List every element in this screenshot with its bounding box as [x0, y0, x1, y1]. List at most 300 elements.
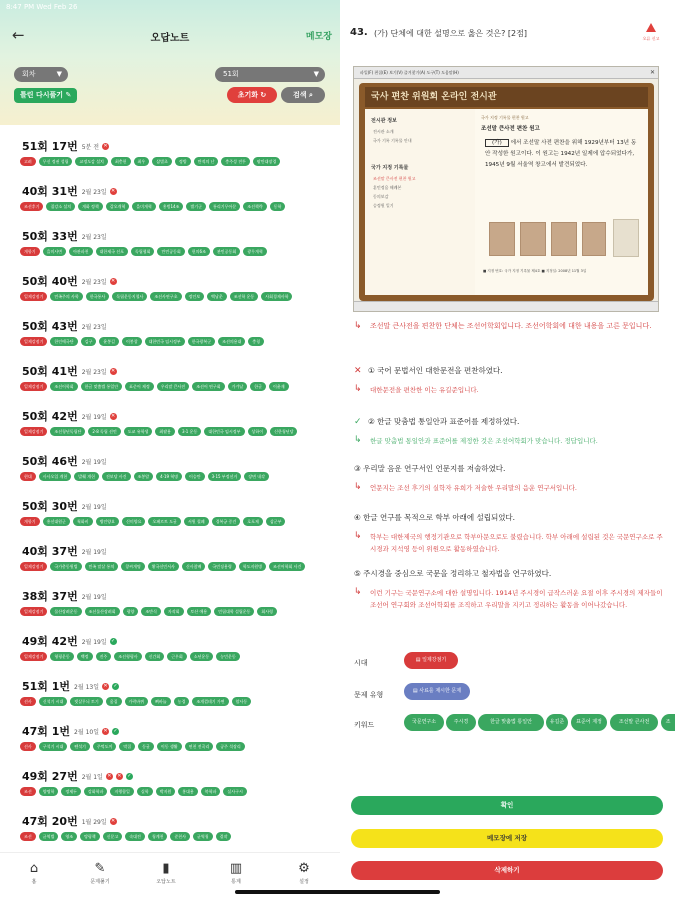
keyword-tag: 탕평책 — [80, 832, 100, 841]
keyword-tag: 김구 — [81, 337, 97, 346]
save-memo-button[interactable]: 메모장에 저장 — [351, 829, 663, 848]
exhibit-subtitle: 조선말 큰사전 편찬 원고 — [481, 126, 540, 132]
keyword-tag: 한국통사 — [86, 292, 109, 301]
keyword-chip[interactable]: 표준어 제정 — [571, 714, 607, 731]
keyword-tag: 가락바퀴 — [125, 697, 148, 706]
keyword-tag: 신미양요 — [122, 517, 145, 526]
correct-check-icon: ✓ — [354, 417, 362, 427]
keyword-tag: 조선청년독립단 — [50, 427, 85, 436]
question-head — [22, 273, 117, 289]
keyword-tag: 박지원 — [156, 787, 176, 796]
search-icon: ⌕ — [309, 91, 313, 99]
return-arrow-icon: ↳ — [354, 321, 362, 331]
keyword-tag: 물산장려운동 — [50, 607, 81, 616]
manuscript-photo — [489, 222, 515, 256]
question-head — [22, 318, 107, 334]
keyword-tag: 북학파 — [201, 787, 221, 796]
keyword-tag: 흥선대원군 — [43, 517, 70, 526]
question-text: (가) 단체에 대한 설명으로 옳은 것은? [2점] — [374, 29, 527, 38]
return-arrow-icon: ↳ — [354, 531, 362, 541]
question-number: 50회 41번 — [22, 365, 78, 378]
question-date: 2월 23일 — [81, 323, 107, 331]
keyword-tag: 균역청 — [193, 832, 213, 841]
keyword-tag: 뼈바늘 — [151, 697, 171, 706]
keyword-tag: 신간회 — [145, 652, 165, 661]
era-tag: 일제강점기 — [20, 292, 47, 301]
keyword-tag: 평양 — [123, 607, 139, 616]
section-row: 조선말 큰사전 편찬 원고 — [373, 176, 416, 181]
keyword-tag: 삼별초 — [152, 157, 172, 166]
wrong-mark-icon: ✕ — [103, 727, 108, 734]
question-list-item[interactable] — [0, 537, 340, 582]
manuscript-photo — [582, 222, 606, 256]
keyword-chip[interactable]: 조 — [661, 714, 675, 731]
option-explanation-text: 대한문전을 편찬한 이는 유길준입니다. — [370, 386, 479, 394]
question-date: 2월 23일 — [81, 233, 107, 241]
keyword-tag: 이승만 — [185, 472, 205, 481]
keyword-tag: 이봉창 — [122, 337, 142, 346]
notebook-icon: ▮ — [162, 861, 170, 876]
question-figure — [353, 66, 659, 312]
era-tag: 현대 — [20, 472, 36, 481]
keyword-tag: 조개껍데기 가면 — [192, 697, 228, 706]
era-tag: 고려 — [20, 157, 36, 166]
exhibit-header: 국가 지정 기록물 편찬 원고 — [481, 115, 529, 120]
keyword-tag: 최충헌 — [111, 157, 131, 166]
question-list-item[interactable] — [0, 312, 340, 357]
reset-label: 초기화 — [237, 91, 258, 99]
question-date: 2월 19일 — [81, 548, 107, 556]
keyword-tag: 한국광복군 — [188, 337, 215, 346]
main-explanation-text: 조선말 큰사전을 편찬한 단체는 조선어학회입니다. 조선어학회에 대한 내용을 고른 문입니다. — [370, 322, 652, 330]
keyword-tag: 조선사연구초 — [150, 292, 181, 301]
keyword-tag: 공주 석장리 — [216, 742, 245, 751]
question-number: 47회 1번 — [22, 725, 71, 738]
question-list-item[interactable] — [0, 267, 340, 312]
question-list-item[interactable] — [0, 177, 340, 222]
wrong-mark-icon: ✕ — [117, 772, 122, 779]
browser-menu: 파일(F) 편집(E) 보기(V) 즐겨찾기(A) 도구(T) 도움말(H) — [354, 67, 658, 79]
chevron-down-icon: ▼ — [313, 70, 319, 78]
back-arrow-icon[interactable]: ← — [12, 26, 25, 44]
manuscript-photo — [520, 222, 546, 256]
keyword-tag: 병인양요 — [96, 517, 119, 526]
question-date: 5분 전 — [81, 143, 100, 151]
memo-link[interactable]: 메모장 — [305, 32, 332, 42]
wrong-mark-icon: ✕ — [111, 187, 116, 194]
keyword-tag: 척화비 — [73, 517, 93, 526]
keyword-tag: 백남운 — [207, 292, 227, 301]
keyword-tag: 사사오입 개헌 — [39, 472, 71, 481]
keyword-chip[interactable]: 유길준 — [546, 714, 568, 731]
keyword-tag: 움집 — [106, 697, 122, 706]
section-row: 승정원 일기 — [373, 203, 394, 208]
tag-row — [20, 157, 340, 167]
option-text: ③ 우리말 음운 연구서인 언문지를 저술하였다. — [354, 464, 506, 473]
era-tag: 일제강점기 — [20, 382, 47, 391]
tag-row — [20, 787, 340, 797]
question-head — [22, 543, 107, 559]
question-list-item[interactable] — [0, 582, 340, 627]
keyword-tag: 영조 — [61, 832, 77, 841]
keyword-tag: 아관파천 — [69, 247, 92, 256]
option-5[interactable] — [354, 568, 666, 611]
type-badge — [404, 683, 470, 700]
return-arrow-icon: ↳ — [354, 587, 362, 597]
question-date: 2월 23일 — [81, 188, 107, 196]
keyword-tag: 지행합일 — [110, 787, 133, 796]
question-head — [22, 453, 107, 469]
question-head — [22, 588, 107, 604]
question-list-item[interactable] — [0, 807, 340, 852]
main-explanation — [354, 320, 666, 332]
question-number: 50회 40번 — [22, 275, 78, 288]
section-row: 훈민정음 해례본 — [373, 185, 402, 190]
keyword-tag: 대한민국 임시정부 — [145, 337, 185, 346]
keyword-tag: 통리기무아문 — [209, 202, 240, 211]
chart-icon: ▥ — [229, 861, 243, 876]
question-date: 1월 29일 — [81, 818, 107, 826]
keyword-tag: 표준어 제정 — [125, 382, 154, 391]
keyword-tag: 진보당 사건 — [102, 472, 131, 481]
keyword-tag: 신석기 시대 — [39, 697, 68, 706]
keyword-tag: 조선의용대 — [218, 337, 245, 346]
era-tag: 일제강점기 — [20, 652, 47, 661]
keyword-tag: 신한청년당 — [270, 427, 297, 436]
option-explanation — [354, 587, 666, 611]
keyword-tag: 장면 내각 — [244, 472, 269, 481]
question-head — [22, 723, 119, 739]
keyword-tag: 조선물산장려회 — [85, 607, 120, 616]
keyword-tag: 조선어 연구회 — [192, 382, 224, 391]
keyword-tag: 조만식 — [141, 607, 161, 616]
type-label: 문제 유형 — [354, 691, 384, 699]
keyword-tag: 이동 생활 — [157, 742, 182, 751]
return-arrow-icon: ↳ — [354, 482, 362, 492]
keyword-tag: 준천사 — [170, 832, 190, 841]
tag-row — [20, 697, 340, 707]
option-1[interactable] — [354, 365, 666, 396]
manuscript-photo — [613, 219, 639, 257]
keyword-tag: 충칭 — [248, 337, 264, 346]
keyword-tag: 강화학파 — [84, 787, 107, 796]
question-head — [22, 363, 117, 379]
keyword-tag: 조선학 운동 — [230, 292, 259, 301]
exam-dropdown[interactable] — [215, 67, 325, 82]
keyword-tag: 가갸날 — [228, 382, 248, 391]
return-arrow-icon: ↳ — [354, 384, 362, 394]
question-list-item[interactable] — [0, 762, 340, 807]
keyword-tag: 형평운동 — [50, 652, 73, 661]
keyword-tag: 개화 정책 — [78, 202, 103, 211]
option-explanation — [354, 435, 666, 447]
tag-row — [20, 427, 340, 437]
question-list-item[interactable] — [0, 132, 340, 177]
keyword-tag: 대한민국 임시정부 — [204, 427, 244, 436]
keyword-tag: 대한제국 선포 — [96, 247, 128, 256]
keyword-tag: 호포제 — [243, 517, 263, 526]
keyword-tag: 발췌 개헌 — [74, 472, 99, 481]
keyword-tag: 신문고 — [103, 832, 123, 841]
keyword-tag: 조선어학회 사건 — [269, 562, 305, 571]
keyword-tag: 주먹도끼 — [93, 742, 116, 751]
question-date: 2월 19일 — [81, 503, 107, 511]
era-tag: 일제강점기 — [20, 562, 47, 571]
keyword-tag: 막집 — [119, 742, 135, 751]
wrong-mark-icon: ✕ — [111, 412, 116, 419]
keyword-tag: 독립운동지혈사 — [112, 292, 147, 301]
keyword-tag: 한글 — [250, 382, 266, 391]
retry-wrong-label: 틀린 다시풀기 — [20, 91, 64, 99]
question-date: 2월 19일 — [81, 638, 107, 646]
wrong-mark-icon: ✕ — [111, 367, 116, 374]
question-head — [22, 138, 109, 154]
era-tag: 개항기 — [20, 517, 40, 526]
question-list-item[interactable] — [0, 402, 340, 447]
tab-solve-label: 문제풀기 — [90, 879, 110, 885]
question-list-item[interactable] — [0, 447, 340, 492]
option-text: ② 한글 맞춤법 통일안과 표준어를 제정하였다. — [368, 417, 520, 426]
tag-row — [20, 517, 340, 527]
keyword-tag: 청계천 — [148, 832, 168, 841]
keyword-tag: 속대전 — [125, 832, 145, 841]
question-head — [22, 678, 119, 694]
option-explanation — [354, 384, 666, 396]
return-arrow-icon: ↳ — [354, 435, 362, 445]
era-value: 일제강점기 — [422, 657, 447, 663]
keyword-tag: 별기군 — [186, 202, 206, 211]
keyword-tag: 갑오개혁 — [106, 202, 129, 211]
option-2[interactable] — [354, 416, 666, 447]
round-dropdown[interactable] — [14, 67, 68, 82]
keyword-tag: 소년운동 — [190, 652, 213, 661]
keyword-tag: 2·8 독립 선언 — [88, 427, 120, 436]
keyword-tag: 뗀석기 — [70, 742, 90, 751]
keyword-chip[interactable]: 주시경 — [446, 714, 476, 731]
question-list-item[interactable] — [0, 627, 340, 672]
question-date: 2월 19일 — [81, 593, 107, 601]
keyword-tag: 경복궁 중건 — [212, 517, 241, 526]
era-tag: 조선 — [20, 787, 36, 796]
era-tag: 선사 — [20, 697, 36, 706]
question-number: 40회 37번 — [22, 545, 78, 558]
wrong-mark-icon: ✕ — [111, 817, 116, 824]
delete-button[interactable]: 삭제하기 — [351, 861, 663, 880]
keyword-tag: 양명학 — [39, 787, 59, 796]
exhibit-body — [485, 138, 640, 171]
question-number: 43. — [350, 27, 368, 38]
section-row: 동의보감 — [373, 194, 389, 199]
tag-row — [20, 382, 340, 392]
book-icon: ▤ — [412, 688, 418, 694]
keyword-tag: 한인애국단 — [50, 337, 77, 346]
keyword-tag: 자작회 — [164, 607, 184, 616]
keyword-tag: 3·15 부정선거 — [208, 472, 242, 481]
tag-row — [20, 742, 340, 752]
keyword-tag: 정방 — [175, 157, 191, 166]
question-list-item[interactable] — [0, 357, 340, 402]
wrong-x-icon: ✕ — [354, 366, 362, 376]
question-number: 50회 30번 — [22, 500, 78, 513]
keyword-tag: 암사동 — [232, 697, 252, 706]
page-title: 오답노트 — [150, 33, 190, 44]
correct-mark-icon: ✓ — [113, 682, 118, 689]
keyword-tag: 토산 애용 — [187, 607, 212, 616]
keyword-label: 키워드 — [354, 721, 375, 729]
keyword-tag: 상하이 — [248, 427, 268, 436]
keyword-tag: 농경 — [174, 697, 190, 706]
pencil-icon: ✎ — [65, 91, 72, 99]
blank-box: (가) — [485, 139, 509, 147]
question-number: 38회 37번 — [22, 590, 78, 603]
keyword-tag: 만민공동회 — [157, 247, 184, 256]
tab-settings[interactable] — [284, 861, 324, 885]
keyword-tag: 민족주의 사학 — [50, 292, 82, 301]
home-icon: ⌂ — [29, 861, 39, 876]
search-label: 검색 — [293, 91, 307, 99]
confirm-button[interactable]: 확인 — [351, 796, 663, 815]
question-head — [22, 813, 117, 829]
question-head — [22, 183, 117, 199]
section-title: 국가 지정 기록물 — [371, 165, 409, 171]
tag-row — [20, 562, 340, 572]
question-number: 51회 17번 — [22, 140, 78, 153]
era-tag: 일제강점기 — [20, 337, 47, 346]
keyword-tag: 을미개혁 — [132, 202, 155, 211]
era-tag: 조선후기 — [20, 202, 43, 211]
tab-note-label: 오답노트 — [156, 879, 176, 885]
round-dropdown-value: 회차 — [22, 70, 36, 78]
era-badge — [404, 652, 458, 669]
chevron-down-icon: ▼ — [56, 70, 62, 78]
keyword-tag: 교정도감 설치 — [75, 157, 107, 166]
keyword-tag: 국민징용령 — [208, 562, 235, 571]
correct-mark-icon: ✓ — [111, 637, 116, 644]
option-explanation-text: 언문지는 조선 후기의 실학자 유희가 저술한 우리말의 음운 연구서입니다. — [370, 484, 577, 492]
era-tag: 개항기 — [20, 247, 40, 256]
list-header — [0, 0, 340, 125]
keyword-tag: 3·1 운동 — [178, 427, 201, 436]
tag-row — [20, 607, 340, 617]
question-list-item[interactable] — [0, 717, 340, 762]
keyword-tag: 만적의 난 — [194, 157, 219, 166]
option-4[interactable] — [354, 512, 666, 555]
keyword-tag: 독립협회 — [131, 247, 154, 256]
tab-home-label: 홈 — [31, 879, 37, 885]
correct-mark-icon: ✓ — [113, 727, 118, 734]
question-date: 2월 23일 — [81, 368, 107, 376]
option-3[interactable] — [354, 463, 666, 494]
wrong-mark-icon: ✕ — [103, 682, 108, 689]
report-error-button[interactable] — [638, 23, 664, 42]
option-text: ④ 한글 연구를 목적으로 학부 아래에 설립되었다. — [354, 513, 516, 522]
keyword-tag: 진주 — [96, 652, 112, 661]
refresh-icon: ↻ — [260, 91, 267, 99]
keyword-tag: 조봉암 — [134, 472, 154, 481]
exhibit-book — [359, 83, 654, 301]
question-list-item[interactable] — [0, 672, 340, 717]
keyword-tag: 실학 — [137, 787, 153, 796]
question-number: 49회 42번 — [22, 635, 78, 648]
keyword-tag: 최팔용 — [155, 427, 175, 436]
option-text: ① 국어 문법서인 대한문전을 편찬하였다. — [368, 366, 503, 375]
option-text: ⑤ 주시경을 중심으로 국문을 정리하고 철자법을 연구하였다. — [354, 569, 552, 578]
tab-wrong-note[interactable] — [146, 861, 186, 885]
tag-row — [20, 832, 340, 842]
keyword-tag: 4·19 혁명 — [156, 472, 182, 481]
keyword-tag: 빗살무늬 토기 — [70, 697, 102, 706]
exhibit-right-page — [475, 109, 648, 295]
tab-set-label: 설정 — [299, 879, 309, 885]
tab-home[interactable] — [14, 861, 54, 885]
exhibit-caption: ■ 지정 번호: 국가 지정 기록물 제4호 ■ 지정일: 2008년 11월 3일 — [483, 269, 587, 273]
question-number: 47회 20번 — [22, 815, 78, 828]
reset-button[interactable] — [227, 87, 277, 103]
question-number: 40회 31번 — [22, 185, 78, 198]
era-tag: 조선 — [20, 832, 36, 841]
keyword-tag: 정제두 — [61, 787, 81, 796]
option-explanation-text: 학부는 대한제국의 행정기관으로 학부아문으로도 불렸습니다. 학부 아래에 설립된 것은 국문연구소로 주시경과 지석영 등이 위원으로 활동하였습니다. — [370, 533, 663, 553]
keyword-tag: 국가총동원법 — [50, 562, 81, 571]
pencil-icon: ✎ — [94, 861, 106, 876]
report-label: 오류 신고 — [642, 36, 660, 41]
keyword-tag: 이윤재 — [269, 382, 289, 391]
keyword-tag: 조선책략 — [243, 202, 266, 211]
keyword-tag: 우리말 큰사전 — [157, 382, 189, 391]
tab-solve[interactable] — [80, 861, 120, 885]
question-date: 2월 19일 — [81, 413, 107, 421]
search-button[interactable] — [281, 87, 325, 103]
keyword-tag: 집강소 설치 — [46, 202, 75, 211]
option-explanation — [354, 531, 666, 555]
keyword-tag: 조선어학회 — [50, 382, 77, 391]
keyword-tag: 학도지원병 — [239, 562, 266, 571]
tab-stats[interactable] — [216, 861, 256, 885]
keyword-tag: 헌의6조 — [188, 247, 210, 256]
tag-row — [20, 472, 340, 482]
question-list-item[interactable] — [0, 222, 340, 267]
keyword-tag: 광무개혁 — [243, 247, 266, 256]
era-tag: 일제강점기 — [20, 607, 47, 616]
question-list-item[interactable] — [0, 492, 340, 537]
keyword-chip[interactable]: 조선말 큰사전 — [610, 714, 658, 731]
keyword-tag: 오페르트 도굴 — [148, 517, 180, 526]
keyword-chip[interactable]: 한글 맞춤법 통일안 — [478, 714, 544, 731]
keyword-tag: 팔만대장경 — [253, 157, 280, 166]
tab-stat-label: 통계 — [231, 879, 241, 885]
warning-icon — [646, 23, 656, 32]
keyword-tag: 최우 — [134, 157, 150, 166]
wrong-mark-icon: ✕ — [107, 772, 112, 779]
keyword-tag: 창씨개명 — [121, 562, 144, 571]
question-date: 2월 23일 — [81, 278, 107, 286]
keyword-tag: 홍대용 — [178, 787, 198, 796]
era-label: 시대 — [354, 659, 368, 667]
question-number: 50회 43번 — [22, 320, 78, 333]
option-explanation-text: 한글 맞춤법 통일안과 표준어를 제정한 것은 조선어학회가 맞습니다. 정답입니다. — [370, 437, 598, 445]
wrong-mark-icon: ✕ — [111, 277, 116, 284]
keyword-tag: 한글 맞춤법 통일안 — [81, 382, 122, 391]
keyword-tag: 사회경제사학 — [261, 292, 292, 301]
exam-dropdown-value: 51회 — [223, 70, 239, 78]
retry-wrong-button[interactable] — [14, 88, 77, 103]
keyword-tag: 동굴 — [138, 742, 154, 751]
status-time: 8:47 PM Wed Feb 26 — [6, 3, 78, 11]
manuscript-photo — [551, 222, 577, 256]
type-value: 사료를 제시한 문제 — [419, 688, 462, 694]
keyword-chip[interactable]: 국문연구소 — [404, 714, 444, 731]
question-date: 2월 10일 — [74, 728, 99, 736]
